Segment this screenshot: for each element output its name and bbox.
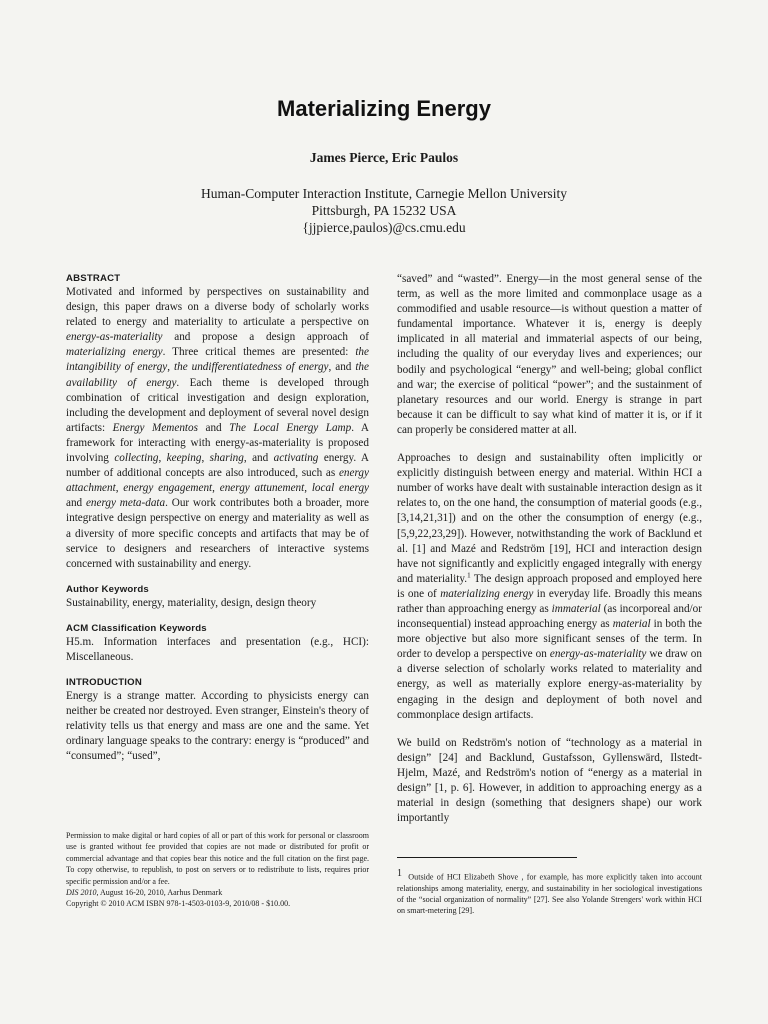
body-paragraph: We build on Redström's notion of “technology as a material in design” [24] and Backlund, Gustafsson, Gyllenswärd, Ilstedt-Hjelm, Mazé, and Redström's notion of “energy as a material in design” [1, p. 6]. However, in addition to approaching energy as a material in design (something that designers shape) our work importantly (397, 736, 702, 825)
footnote-divider (397, 857, 577, 858)
introduction-heading: INTRODUCTION (66, 677, 142, 689)
author-keywords-text: Sustainability, energy, materiality, design, design theory (66, 596, 317, 609)
body-paragraph: Approaches to design and sustainability often implicitly or explicitly distinguish between energy and material. Within HCI a number of works have dealt with sustainable interaction design as it relates to, on the one hand, the consumption of material goods (e.g., [3,14,21,31]) and on the other the consumption of energy (e.g., [5,9,22,23,29]). However, notwithstanding the work of Backlund et al. [1] and Mazé and Redström [19], HCI and interaction design have not significantly and explicitly engaged integrally with energy and materiality.$^1$ The design approach proposed and employed here is one of materializing energy in everyday life. Broadly this means rather than approaching energy as immaterial (as incorporeal and/or inconsequential) instead approaching energy as material in both the more objective but also more significant senses of the term. In order to develop a perspective on energy-as-materiality we draw on a diverse selection of scholarly works related to materiality and energy, as well as materially explore energy-as-materiality by engaging in the design and deployment of both novel and commonplace design artifacts. (397, 452, 702, 721)
footnote (397, 868, 702, 917)
acm-classification-text: H5.m. Information interfaces and presentation (e.g., HCI): Miscellaneous. (66, 635, 369, 663)
footnote-reference[interactable]: 1 (467, 570, 471, 580)
right-column (397, 272, 702, 826)
paper-authors: James Pierce, Eric Paulos (309, 150, 459, 165)
address: Pittsburgh, PA 15232 USA (311, 203, 457, 218)
author-keywords-heading: Author Keywords (66, 583, 149, 595)
abstract-text: Motivated and informed by perspectives on sustainability and design, this paper draws on a diverse body of scholarly works related to energy and materiality to articulate a perspective on energy-as-materiality and propose a design approach of materializing energy. Three critical themes are presented: the intangibility of energy, the undifferentiatedness of energy, and the availability of energy. Each theme is developed through combination of critical investigation and design exploration, including the development and deployment of several novel design artifacts: Energy Mementos and The Local Energy Lamp. A framework for interacting with energy-as-materiality is proposed involving collecting, keeping, sharing, and activating energy. A number of additional concepts are also introduced, such as energy attachment, energy engagement, energy attunement, local energy and energy meta-data. Our work contributes both a broader, more integrative design perspective on energy and materiality as well as a diversity of more specific concepts and artifacts that may be of service to designers and researchers of interactive systems concerned with sustainability and energy. (66, 286, 370, 570)
affiliation: Human-Computer Interaction Institute, Carnegie Mellon University (201, 186, 567, 201)
paper-title: Materializing Energy (277, 96, 491, 121)
permission-text: Permission to make digital or hard copies of all or part of this work for personal or classroom use is granted without fee provided that copies are not made or distributed for profit or commercial advantage and that copies bear this notice and the full citation on the first page. To copy otherwise, to republish, to post on servers or to redistribute to lists, requires prior specific permission and/or a fee. (66, 831, 369, 886)
left-column (66, 272, 369, 765)
acm-classification-heading: ACM Classification Keywords (66, 622, 207, 634)
author-affiliation-block (0, 185, 768, 236)
footnote-text: Outside of HCI Elizabeth Shove , for example, has more explicitly taken into account relationships among materiality, energy, and sustainability in her sociological investigations of the “social organization of normality” [27]. See also Yolande Strengers' work within HCI on smart-metering [29]. (397, 872, 702, 916)
abstract-heading: ABSTRACT (66, 273, 121, 284)
introduction-paragraph: Energy is a strange matter. According to physicists energy can neither be created nor destroyed. Even stranger, Einstein's theory of relativity tells us that energy and mass are one and the same. Yet ordinary language speaks to the contrary: energy is “produced” and “consumed”; “used”, (66, 690, 369, 763)
body-paragraph: “saved” and “wasted”. Energy—in the most general sense of the term, as well as the more limited and commonplace usage as a commodified and usable resource—is without question a matter of fundamental importance. Whatever it is, energy is deeply implicated in all material and immaterial aspects of our being, including the quality of our everyday lives and experiences; our bodily and psychological “energy” and well-being; global conflict and war; the exercise of political “power”; and the sustainment of planetary resources and our world. Energy is strange in part because it can be difficult to say what kind of matter it is, or if it can properly be considered matter at all. (397, 273, 702, 436)
email: {jjpierce,paulos)@cs.cmu.edu (302, 220, 466, 235)
footnote-number: 1 (397, 868, 402, 879)
permission-notice (66, 830, 369, 910)
copyright-line: Copyright © 2010 ACM ISBN 978-1-4503-0103-9, 2010/08 - $10.00. (66, 899, 291, 909)
conference-line: DIS 2010, August 16-20, 2010, Aarhus Denmark (66, 888, 223, 898)
